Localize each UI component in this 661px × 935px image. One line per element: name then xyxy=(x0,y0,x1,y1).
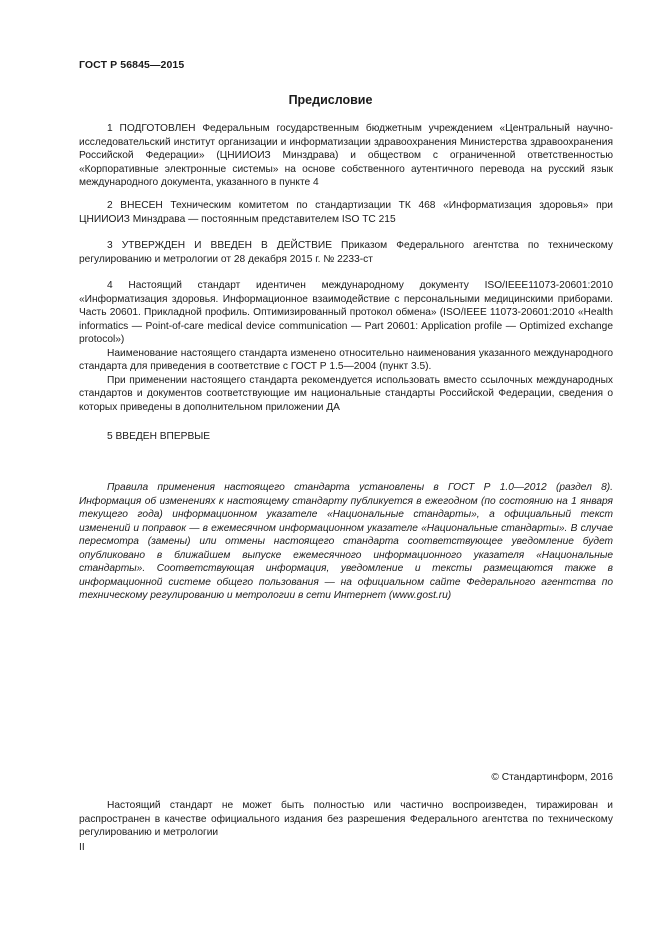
section-2-text: 2 ВНЕСЕН Техническим комитетом по стандартизации ТК 468 «Информатизация здоровья» при ЦНИИОИЗ Минздрава — постоянным представителем ISO ТС 215 xyxy=(79,200,613,225)
section-1 xyxy=(79,122,613,190)
legal-notice xyxy=(79,799,613,840)
section-3 xyxy=(79,239,613,266)
section-3-text: 3 УТВЕРЖДЕН И ВВЕДЕН В ДЕЙСТВИЕ Приказом Федерального агентства по техническому регулированию и метрологии от 28 декабря 2015 г. № 2233-ст xyxy=(79,240,613,265)
page-number: II xyxy=(79,842,85,853)
section-4-text: 4 Настоящий стандарт идентичен международному документу ISO/IEEE11073-20601:2010 «Информатизация здоровья. Информационное взаимодействие с персональными медицинскими приборами. Часть 20601. Прикладной профиль. Оптимизированный протокол обмена» (ISO/IEEE 11073-20601:2010 «Health informatics — Point-of-care medical device communication — Part 20601: Application profile — Optimized exchange protocol») xyxy=(79,280,613,345)
legal-notice-text: Настоящий стандарт не может быть полностью или частично воспроизведен, тиражирован и распространен в качестве официального издания без разрешения Федерального агентства по техническому регулированию и метрологии xyxy=(79,800,613,838)
page-title: Предисловие xyxy=(288,93,373,107)
standard-id-header: ГОСТ Р 56845—2015 xyxy=(79,59,185,71)
notice-text: Правила применения настоящего стандарта установлены в ГОСТ Р 1.0—2012 (раздел 8). Информация об изменениях к настоящему стандарту публикуется в ежегодном (по состоянию на 1 января текущего года) информационном указателе «Национальные стандарты», а официальный текст изменений и поправок — в ежемесячном информационном указателе «Национальные стандарты». В случае пересмотра (замены) или отмены настоящего стандарта соответствующее уведомление будет опубликовано в ближайшем выпуске ежемесячного информационного указателя «Национальные стандарты». Соответствующая информация, уведомление и тексты размещаются также в информационной системе общего пользования — на официальном сайте Федерального агентства по техническому регулированию и метрологии в сети Интернет (www.gost.ru) xyxy=(79,482,613,601)
section-4-paragraph-2: Наименование настоящего стандарта изменено относительно наименования указанного международного стандарта для приведения в соответствие с ГОСТ Р 1.5—2004 (пункт 3.5). xyxy=(79,347,613,372)
section-4-paragraph-3: При применении настоящего стандарта рекомендуется использовать вместо ссылочных международных стандартов и документов соответствующие им национальные стандарты Российской Федерации, сведения о которых приведены в дополнительном приложении ДА xyxy=(79,374,613,413)
copyright: © Стандартинформ, 2016 xyxy=(491,772,613,783)
section-5-text: 5 ВВЕДЕН ВПЕРВЫЕ xyxy=(107,431,211,442)
application-rules-notice xyxy=(79,481,613,603)
section-5 xyxy=(79,430,613,444)
section-4 xyxy=(79,279,613,414)
section-1-text: 1 ПОДГОТОВЛЕН Федеральным государственным бюджетным учреждением «Центральный научно-исследовательский институт организации и информатизации здравоохранения Министерства здравоохранения Российской Федерации» (ЦНИИОИЗ Минздрава) и обществом с ограниченной ответственностью «Корпоративные электронные системы» на основе собственного аутентичного перевода на русский язык международного документа, указанного в пункте 4 xyxy=(79,123,613,188)
section-2 xyxy=(79,199,613,226)
